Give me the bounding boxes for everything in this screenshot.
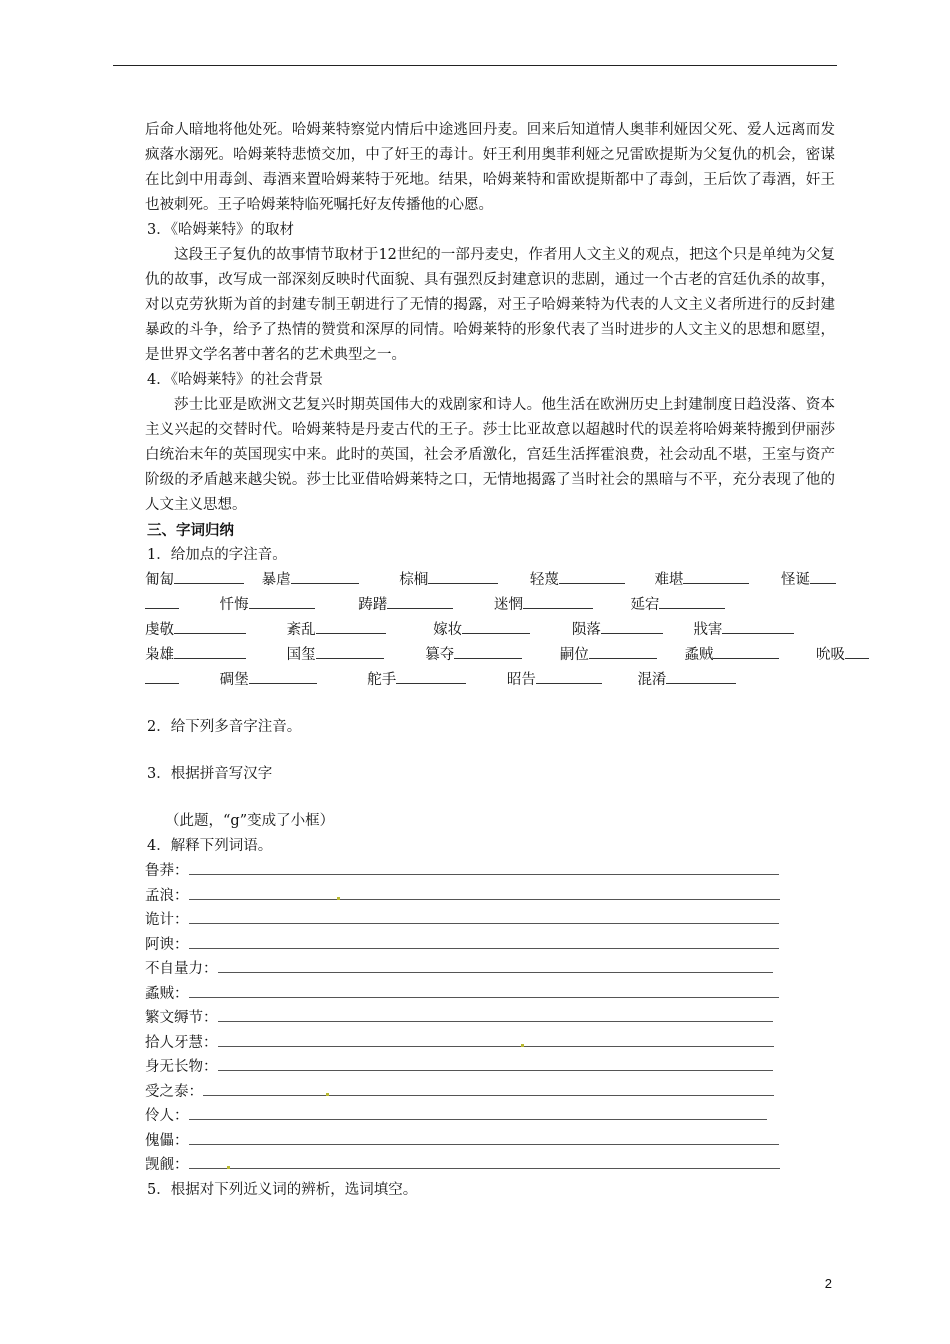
answer-blank[interactable] (291, 568, 359, 584)
term: 诡计： (145, 912, 189, 928)
definition-line[interactable] (189, 985, 779, 998)
definition-row (145, 933, 835, 958)
spacer (145, 693, 835, 715)
answer-blank[interactable] (145, 593, 179, 609)
term: 不自量力： (145, 961, 218, 977)
word-item (494, 593, 626, 618)
word-item (145, 618, 282, 643)
definition-line[interactable] (189, 911, 779, 924)
word: 混淆 (637, 672, 667, 688)
word-item (145, 643, 282, 668)
answer-blank[interactable] (810, 568, 836, 584)
definition-line[interactable] (230, 1156, 780, 1169)
answer-blank[interactable] (249, 668, 317, 684)
word: 枭雄 (145, 647, 174, 663)
story-paragraph: 后命人暗地将他处死。哈姆莱特察觉内情后中途逃回丹麦。回来后知道情人奥菲利娅因父死、爱人远离而发疯落水溺死。哈姆莱特悲愤交加，中了奸王的毒计。奸王利用奥菲利娅之兄雷欧提斯为父复仇的机会，密谋在比剑中用毒剑、毒酒来置哈姆莱特于死地。结果，哈姆莱特和雷欧提斯都中了毒剑，王后饮了毒酒，奸王也被刺死。王子哈姆莱特临死嘱托好友传播他的心愿。 (145, 122, 835, 213)
answer-blank[interactable] (454, 643, 522, 659)
answer-blank[interactable] (845, 643, 869, 659)
word: 延宕 (630, 597, 660, 613)
definition-row (145, 982, 835, 1007)
word: 碉堡 (219, 672, 249, 688)
word-row-4 (145, 643, 846, 668)
word: 陨落 (571, 622, 601, 638)
word-item (560, 643, 680, 668)
word-item (433, 618, 567, 643)
definition-line[interactable] (189, 887, 339, 900)
answer-blank[interactable] (428, 568, 498, 584)
term: 孟浪： (145, 887, 189, 904)
word: 暴虐 (261, 572, 291, 588)
word-row-3 (145, 618, 835, 643)
definition-row (145, 1006, 835, 1031)
word-item (425, 643, 555, 668)
word: 难堪 (654, 572, 684, 588)
definition-row (145, 1104, 835, 1129)
definition-line[interactable] (189, 1156, 229, 1169)
word-item (684, 643, 811, 668)
background-paragraph: 莎士比亚是欧洲文艺复兴时期英国伟大的戏剧家和诗人。他生活在欧洲历史上封建制度日趋没落、资本主义兴起的交替时代。哈姆莱特是丹麦古代的王子。莎士比亚故意以超越时代的误差将哈姆莱特搬到伊丽莎白统治末年的英国现实中来。此时的英国，社会矛盾激化，宫廷生活挥霍浪费，社会动乱不堪，王室与资产阶级的矛盾越来越尖锐。莎士比亚借哈姆莱特之口，无情地揭露了当时社会的黑暗与不平，充分表现了他的人文主义思想。 (145, 397, 835, 513)
source-paragraph: 这段王子复仇的故事情节取材于12世纪的一部丹麦史，作者用人文主义的观点，把这个只是单纯为父复仇的故事，改写成一部深刻反映时代面貌、具有强烈反封建意识的悲剧，通过一个古老的宫廷仇杀的故事，对以克劳狄斯为首的封建专制王朝进行了无情的揭露，对王子哈姆莱特为代表的人文主义者所进行的反封建暴政的斗争，给予了热情的赞赏和深厚的同情。哈姆莱特的形象代表了当时进步的人文主义的思想和愿望，是世界文学名著中著名的艺术典型之一。 (145, 247, 835, 363)
term: 傀儡： (145, 1132, 189, 1149)
answer-blank[interactable] (249, 593, 315, 609)
answer-blank[interactable] (713, 643, 779, 659)
word: 嫁妆 (433, 622, 463, 638)
definition-line[interactable] (340, 887, 780, 900)
definition-line[interactable] (524, 1034, 774, 1047)
definition-row (145, 1080, 835, 1105)
question-3: 3．根据拼音写汉字 (147, 766, 273, 782)
word: 踌躇 (358, 597, 388, 613)
word: 棕榈 (399, 572, 429, 588)
word: 迷惘 (493, 597, 523, 613)
word-item (816, 643, 869, 668)
definition-line[interactable] (189, 862, 779, 875)
answer-blank[interactable] (174, 568, 244, 584)
term: 伶人： (145, 1108, 189, 1124)
answer-blank[interactable] (145, 668, 179, 684)
word-item (507, 668, 633, 693)
definition-row (145, 1153, 835, 1178)
question-4: 4．解释下列词语。 (147, 838, 273, 854)
term: 受之泰： (145, 1083, 203, 1100)
word-item (287, 618, 429, 643)
term: 拾人牙慧： (145, 1034, 218, 1051)
word-item (630, 593, 725, 618)
word: 戕害 (693, 622, 723, 638)
question-1: 1．给加点的字注音。 (147, 547, 287, 563)
word-item (693, 618, 794, 643)
term: 繁文缛节： (145, 1010, 218, 1026)
definition-row (145, 1031, 835, 1056)
word-row-5 (145, 668, 835, 693)
word: 嗣位 (559, 647, 589, 663)
definition-row (145, 859, 835, 884)
header-rule (113, 65, 837, 66)
heading-background: 4．《哈姆莱特》的社会背景 (147, 372, 323, 388)
answer-blank[interactable] (462, 618, 530, 634)
definition-row (145, 884, 835, 909)
term: 觊觎： (145, 1157, 189, 1173)
answer-blank[interactable] (316, 643, 384, 659)
word-item (358, 593, 489, 618)
section-title: 三、字词归纳 (147, 522, 234, 539)
answer-blank[interactable] (659, 593, 725, 609)
word-item (220, 668, 363, 693)
term: 身无长物： (145, 1059, 218, 1075)
word: 虔敬 (145, 622, 174, 638)
term: 鲁莽： (145, 863, 189, 879)
definition-row (145, 1055, 835, 1080)
answer-blank[interactable] (174, 643, 246, 659)
answer-blank[interactable] (666, 668, 736, 684)
answer-blank[interactable] (589, 643, 657, 659)
word: 国玺 (286, 647, 316, 663)
definition-row (145, 908, 835, 933)
definition-line[interactable] (189, 936, 779, 949)
definition-line[interactable] (203, 1083, 328, 1096)
definition-row (145, 1129, 835, 1154)
page-content (145, 118, 846, 1203)
answer-blank[interactable] (683, 568, 749, 584)
word-item (367, 668, 502, 693)
definition-line[interactable] (218, 1009, 773, 1022)
answer-blank[interactable] (174, 618, 246, 634)
answer-blank[interactable] (396, 668, 466, 684)
answer-blank[interactable] (316, 618, 386, 634)
spacer (145, 740, 835, 762)
word-item (262, 568, 395, 593)
word-row-2 (145, 593, 835, 618)
word-item (399, 568, 525, 593)
answer-blank[interactable] (559, 568, 625, 584)
question-2: 2．给下列多音字注音。 (147, 719, 302, 735)
definition-line[interactable] (218, 960, 773, 973)
term: 阿谀： (145, 936, 189, 953)
word-item (637, 668, 736, 693)
definition-line[interactable] (189, 1132, 779, 1145)
definition-row (145, 957, 835, 982)
word: 匍匐 (145, 572, 174, 588)
definition-line[interactable] (189, 1107, 767, 1120)
word: 吮吸 (816, 647, 846, 663)
answer-blank[interactable] (387, 593, 453, 609)
word: 昭告 (506, 672, 536, 688)
answer-blank[interactable] (722, 618, 794, 634)
word: 紊乱 (286, 622, 316, 638)
page-number: 2 (824, 1276, 832, 1291)
answer-blank[interactable] (601, 618, 663, 634)
definition-line[interactable] (329, 1083, 774, 1096)
word-item (530, 568, 650, 593)
word: 蟊贼 (684, 647, 714, 663)
answer-blank[interactable] (536, 668, 602, 684)
word-item (220, 593, 354, 618)
word-row-1 (145, 568, 835, 593)
word-item (781, 568, 836, 593)
word-item (572, 618, 689, 643)
word: 轻蔑 (529, 572, 559, 588)
question-3-note: （此题，“g”变成了小框） (165, 813, 335, 829)
definition-line[interactable] (218, 1058, 773, 1071)
heading-source: 3．《哈姆莱特》的取材 (147, 222, 294, 238)
answer-blank[interactable] (523, 593, 593, 609)
word: 舵手 (367, 672, 397, 688)
question-5: 5．根据对下列近义词的辨析，选词填空。 (147, 1181, 418, 1198)
word: 怪诞 (781, 572, 811, 588)
spacer (145, 787, 835, 809)
definition-line[interactable] (218, 1034, 523, 1047)
word: 篡夺 (425, 647, 455, 663)
word: 忏悔 (219, 597, 249, 613)
word-item (654, 568, 776, 593)
term: 蟊贼： (145, 985, 189, 1002)
word-item (287, 643, 421, 668)
word-item (145, 568, 257, 593)
